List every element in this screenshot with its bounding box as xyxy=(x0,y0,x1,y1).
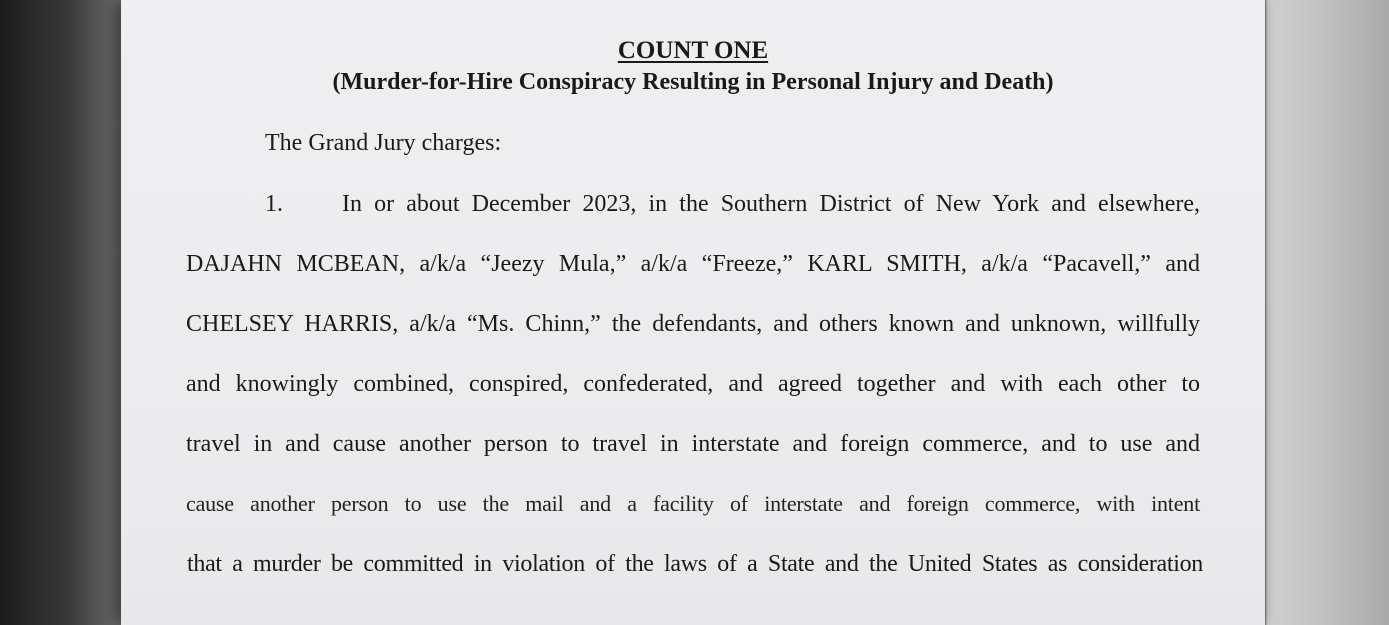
grand-jury-charges: The Grand Jury charges: xyxy=(265,130,502,156)
count-title: COUNT ONE xyxy=(617,37,769,64)
paragraph-line: and knowingly combined, conspired, confederated, and agreed together and with each other to xyxy=(186,371,1200,397)
paragraph-line: travel in and cause another person to travel in interstate and foreign commerce, and to use and xyxy=(186,431,1200,457)
paragraph-line: DAJAHN MCBEAN, a/k/a “Jeezy Mula,” a/k/a “Freeze,” KARL SMITH, a/k/a “Pacavell,” and xyxy=(186,251,1200,277)
paragraph-line: cause another person to use the mail and a facility of interstate and foreign commerce, with intent xyxy=(186,491,1200,516)
paragraph-number: 1. xyxy=(265,191,283,217)
document-page xyxy=(121,0,1265,625)
count-subtitle: (Murder-for-Hire Conspiracy Resulting in Personal Injury and Death) xyxy=(332,69,1054,95)
paragraph-line: In or about December 2023, in the Southern District of New York and elsewhere, xyxy=(342,191,1200,217)
paragraph-line: that a murder be committed in violation of the laws of a State and the United States as consideration xyxy=(187,551,1203,577)
paragraph-line: CHELSEY HARRIS, a/k/a “Ms. Chinn,” the defendants, and others known and unknown, willfully xyxy=(186,311,1200,337)
